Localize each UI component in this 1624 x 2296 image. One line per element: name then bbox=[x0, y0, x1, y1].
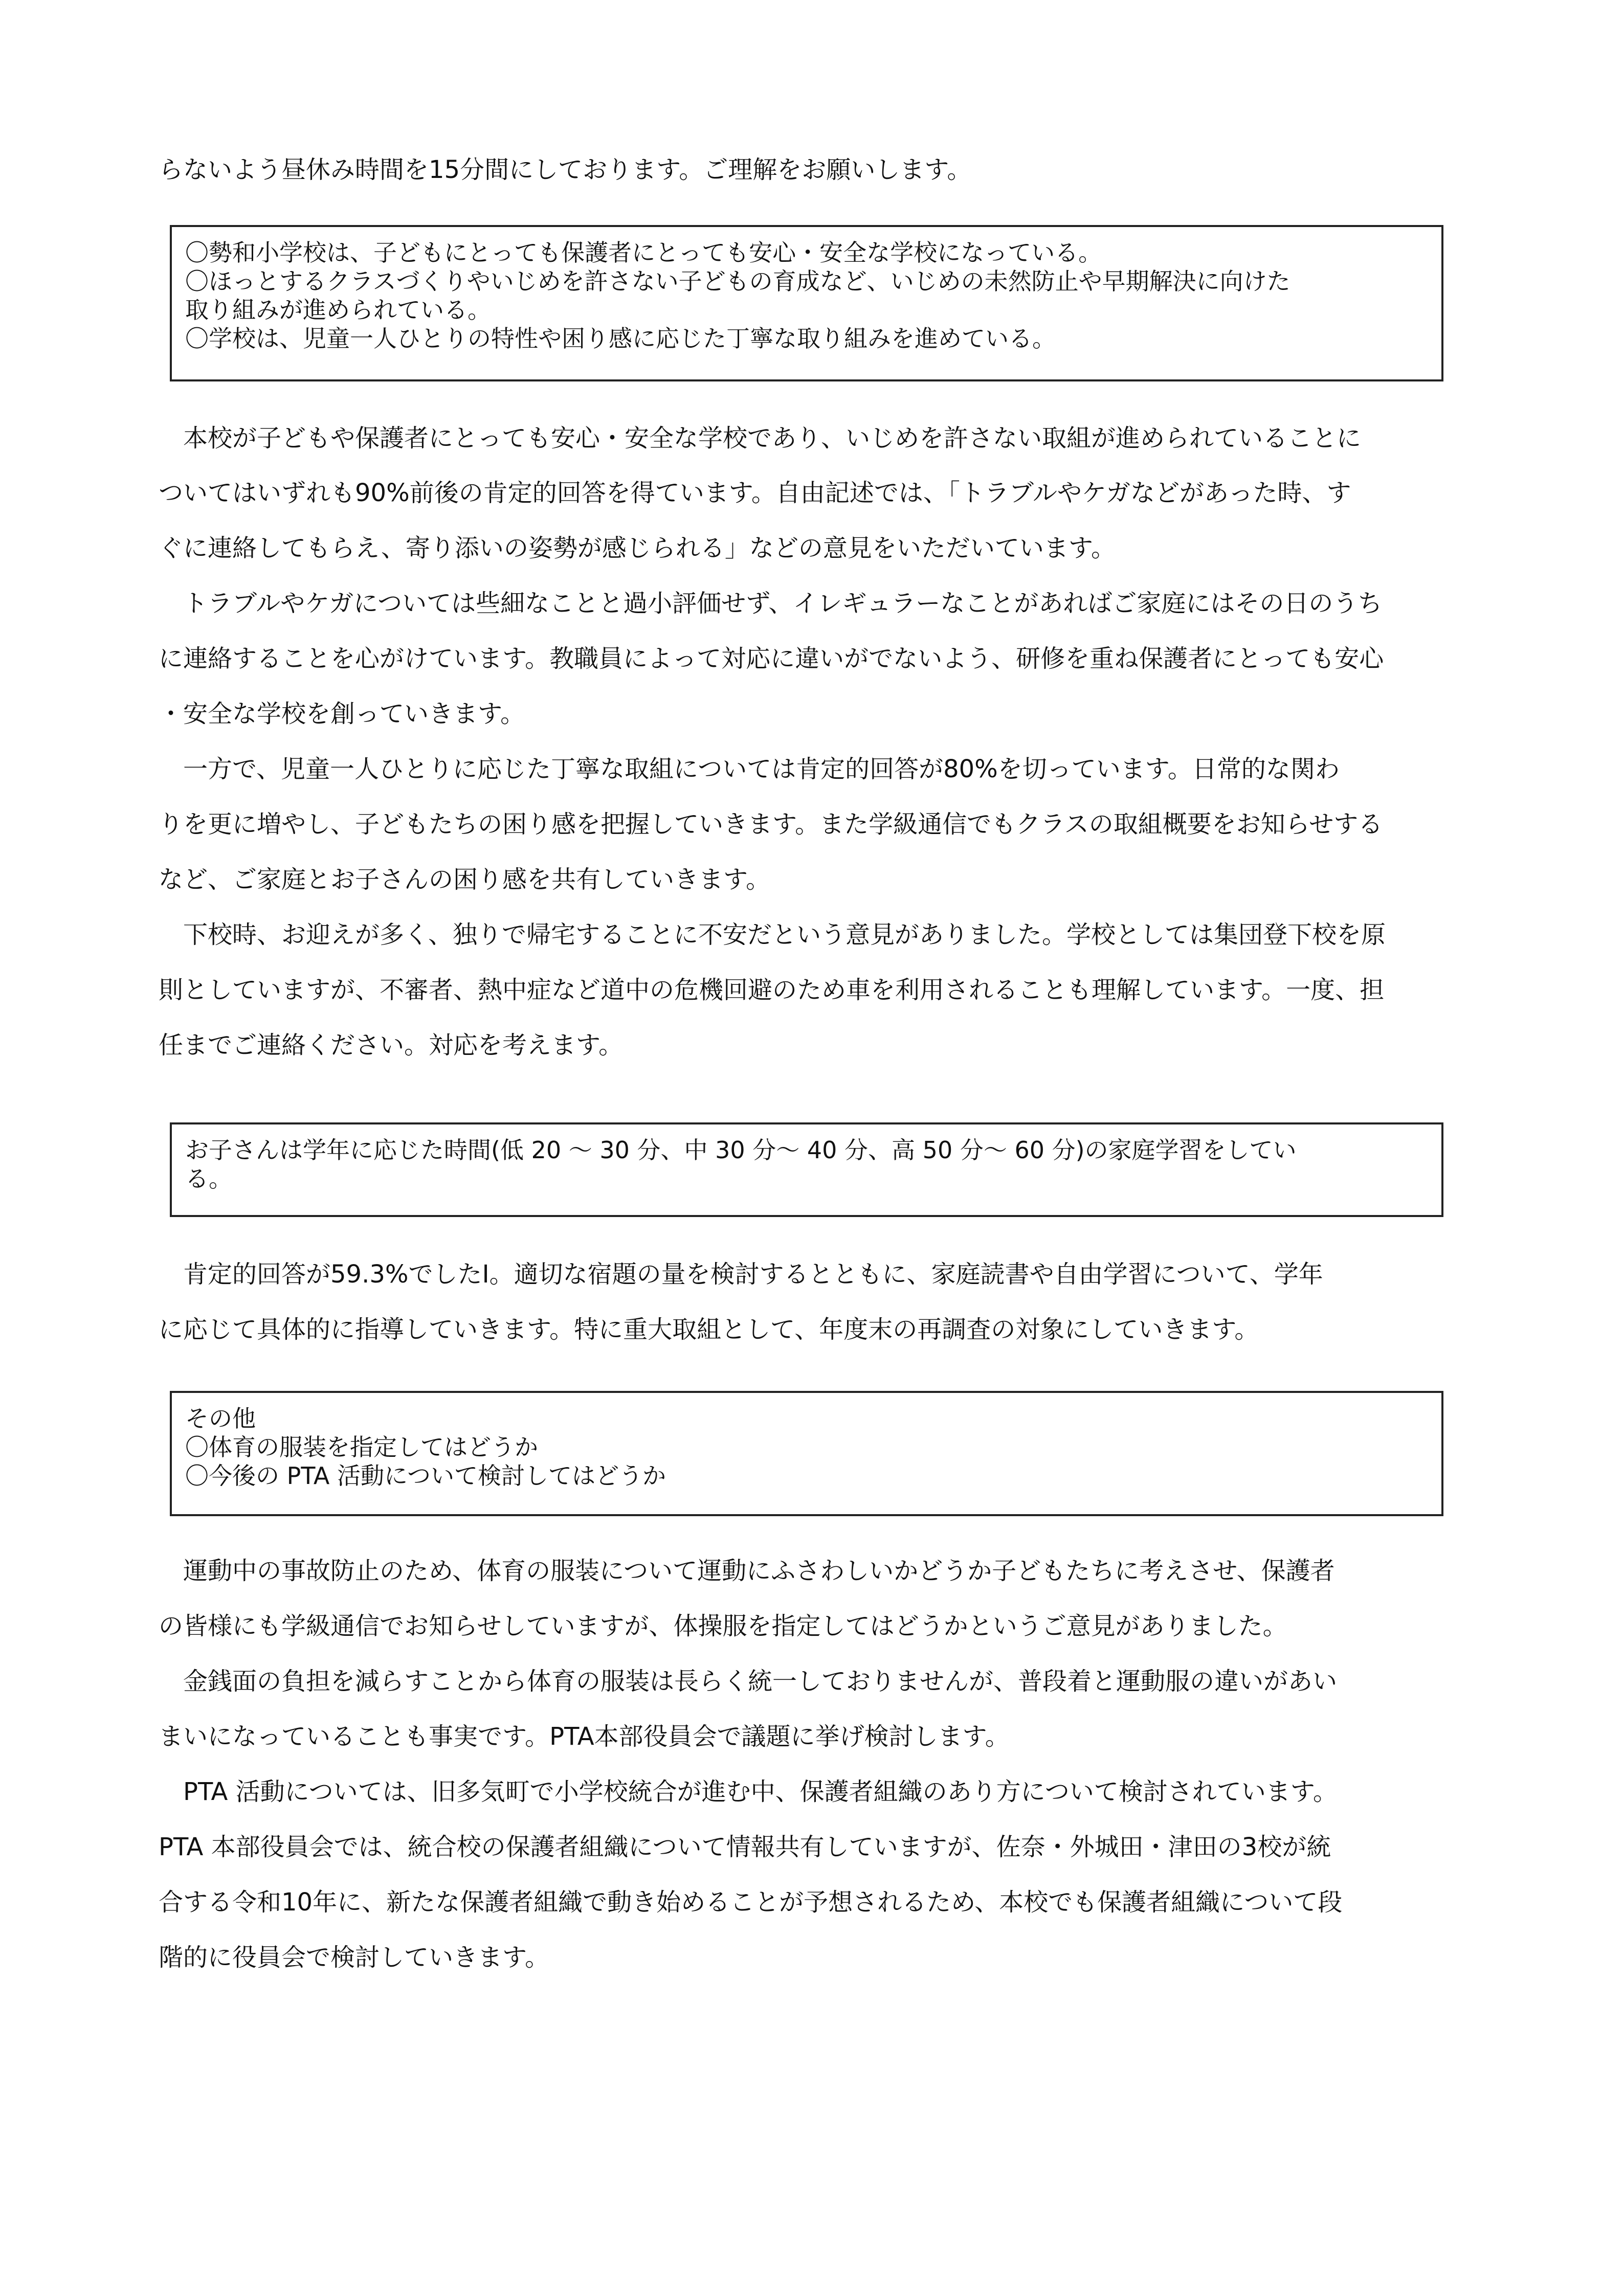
paragraph-line: PTA 本部役員会では、統合校の保護者組織について情報共有していますが、佐奈・外城田・津田の3校が統 bbox=[159, 1833, 1331, 1861]
box-line: お子さんは学年に応じた時間(低 20 ～ 30 分、中 30 分～ 40 分、高 50 分～ 60 分)の家庭学習をしてい bbox=[185, 1136, 1297, 1164]
paragraph-line: ・安全な学校を創っていきます。 bbox=[159, 700, 525, 728]
paragraph-line: PTA 活動については、旧多気町で小学校統合が進む中、保護者組織のあり方について検討されています。 bbox=[183, 1777, 1338, 1806]
paragraph-line: 肯定的回答が59.3%でしたI。適切な宿題の量を検討するとともに、家庭読書や自由学習について、学年 bbox=[183, 1260, 1323, 1289]
box-line: る。 bbox=[185, 1165, 232, 1192]
paragraph-line: ついてはいずれも90%前後の肯定的回答を得ています。自由記述では、「トラブルやケガなどがあった時、す bbox=[159, 479, 1351, 507]
paragraph-line: りを更に増やし、子どもたちの困り感を把握していきます。また学級通信でもクラスの取組概要をお知らせする bbox=[159, 810, 1383, 839]
paragraph-line: に応じて具体的に指導していきます。特に重大取組として、年度末の再調査の対象にしていきます。 bbox=[159, 1315, 1259, 1344]
paragraph-line: ぐに連絡してもらえ、寄り添いの姿勢が感じられる」などの意見をいただいています。 bbox=[159, 534, 1116, 562]
survey-item-box-homework bbox=[170, 1122, 1443, 1217]
box-line: 〇勢和小学校は、子どもにとっても保護者にとっても安心・安全な学校になっている。 bbox=[185, 239, 1102, 266]
paragraph-line: 下校時、お迎えが多く、独りで帰宅することに不安だという意見がありました。学校としては集団登下校を原 bbox=[183, 920, 1386, 949]
paragraph-line: 任までご連絡ください。対応を考えます。 bbox=[159, 1031, 624, 1060]
paragraph-line: 合する令和10年に、新たな保護者組織で動き始めることが予想されるため、本校でも保護者組織について段 bbox=[159, 1888, 1343, 1917]
paragraph-line: 階的に役員会で検討していきます。 bbox=[159, 1943, 550, 1972]
paragraph-line: 本校が子どもや保護者にとっても安心・安全な学校であり、いじめを許さない取組が進められていることに bbox=[183, 424, 1362, 453]
box-line: 〇ほっとするクラスづくりやいじめを許さない子どもの育成など、いじめの未然防止や早期解決に向けた bbox=[185, 267, 1291, 295]
box-line: その他 bbox=[185, 1405, 256, 1432]
intro-line: らないよう昼休み時間を15分間にしております。ご理解をお願いします。 bbox=[159, 155, 972, 184]
paragraph-line: トラブルやケガについては些細なことと過小評価せず、イレギュラーなことがあればご家庭にはその日のうち bbox=[183, 589, 1383, 618]
box-line: 〇体育の服装を指定してはどうか bbox=[185, 1433, 538, 1461]
paragraph-line: の皆様にも学級通信でお知らせしていますが、体操服を指定してはどうかというご意見がありました。 bbox=[159, 1612, 1287, 1640]
survey-item-box-other bbox=[170, 1391, 1443, 1516]
box-line: 取り組みが進められている。 bbox=[185, 296, 491, 324]
paragraph-line: に連絡することを心がけています。教職員によって対応に違いがでないよう、研修を重ね保護者にとっても安心 bbox=[159, 644, 1384, 673]
paragraph-line: 一方で、児童一人ひとりに応じた丁寧な取組については肯定的回答が80%を切っています。日常的な関わ bbox=[183, 755, 1340, 783]
paragraph-line: 運動中の事故防止のため、体育の服装について運動にふさわしいかどうか子どもたちに考えさせ、保護者 bbox=[183, 1557, 1335, 1585]
paragraph-line: 則としていますが、不審者、熱中症など道中の危機回避のため車を利用されることも理解しています。一度、担 bbox=[159, 976, 1385, 1004]
box-line: 〇学校は、児童一人ひとりの特性や困り感に応じた丁寧な取り組みを進めている。 bbox=[185, 325, 1056, 352]
survey-item-box-safety bbox=[170, 225, 1443, 381]
paragraph-line: など、ご家庭とお子さんの困り感を共有していきます。 bbox=[159, 865, 771, 894]
paragraph-line: 金銭面の負担を減らすことから体育の服装は長らく統一しておりませんが、普段着と運動服の違いがあい bbox=[183, 1667, 1338, 1696]
box-line: 〇今後の PTA 活動について検討してはどうか bbox=[185, 1462, 666, 1490]
paragraph-line: まいになっていることも事実です。PTA本部役員会で議題に挙げ検討します。 bbox=[159, 1722, 1010, 1751]
